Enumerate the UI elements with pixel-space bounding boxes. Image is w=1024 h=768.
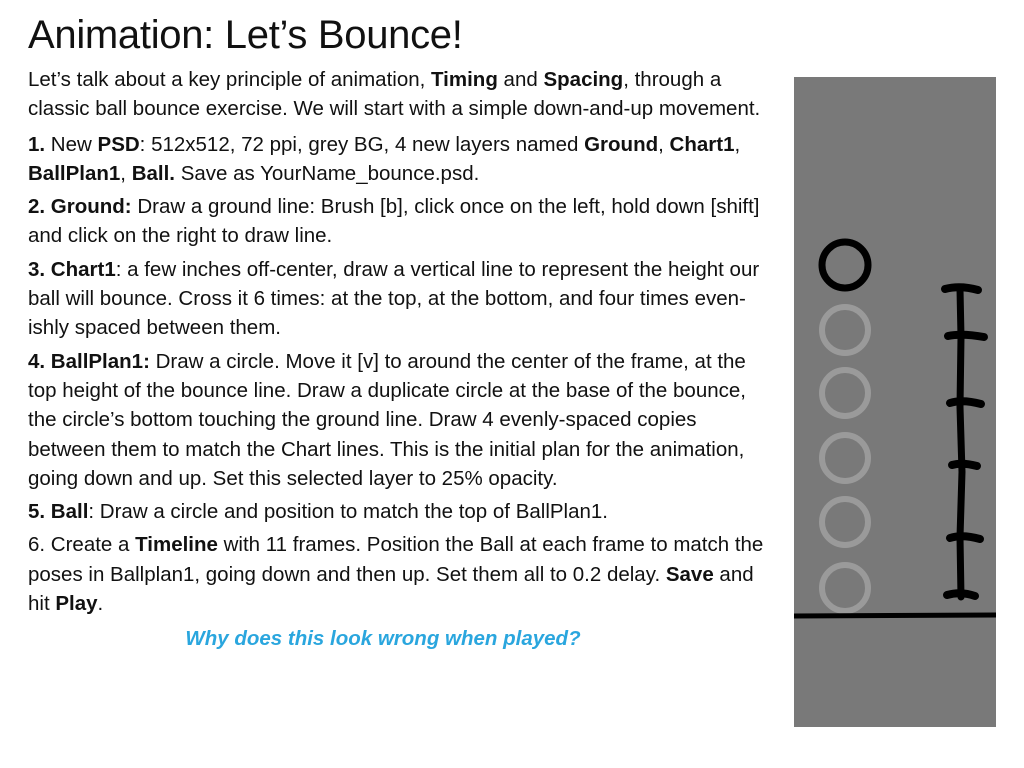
step-6-text-4: . [97, 592, 104, 616]
chart-tick-6 [947, 593, 975, 596]
step-1-new: New [45, 132, 98, 156]
step-6-text-2: with 11 frames. Position the Ball at each frame to match the poses in Ballplan1, going down and then up. Set them all to 0.2 delay. [28, 533, 764, 586]
ground-layer-name: Ground [584, 132, 659, 156]
ground-line [794, 615, 996, 616]
chart-tick-2 [948, 335, 984, 337]
intro-and: and [497, 68, 544, 91]
step-4-label: 4. BallPlan1: [28, 349, 150, 373]
save-term: Save [665, 562, 714, 586]
step-5-label: 5. Ball [28, 500, 89, 524]
ballplan-circle-2 [822, 370, 868, 416]
step-2-text: Draw a ground line: Brush [b], click once on the left, hold down [shift] and click on the right to draw line. [28, 195, 760, 248]
step-5-text: : Draw a circle and position to match the top of BallPlan1. [88, 500, 608, 524]
step-3-label: 3. Chart1 [28, 257, 116, 281]
spacing-term: Spacing [543, 68, 624, 91]
slide-title: Animation: Let’s Bounce! [28, 13, 463, 57]
step-1 [28, 130, 768, 189]
step-1-save: Save as YourName_bounce.psd. [175, 161, 480, 185]
intro-paragraph [28, 65, 768, 124]
intro-text-1: Let’s talk about a key principle of animation, [28, 68, 432, 91]
chart-tick-3 [950, 401, 981, 404]
step-2-label: 2. Ground: [28, 195, 132, 219]
play-term: Play [55, 592, 98, 616]
ballplan-circle-5 [822, 565, 868, 611]
comma-3: , [120, 161, 132, 185]
timing-term: Timing [431, 68, 498, 91]
bounce-illustration [794, 77, 996, 727]
bounce-drawing [794, 77, 996, 727]
step-4-text: Draw a circle. Move it [v] to around the center of the frame, at the top height of the bounce line. Draw a duplicate circle at the base of the bounce, the circle’s bottom touching the ground line. Draw 4 evenly-spaced copies between them to match the Chart lines. This is the initial plan for the animation, going down and up. Set this selected layer to 25% opacity. [28, 349, 746, 490]
chart1-layer-name: Chart1 [669, 132, 735, 156]
ballplan1-layer-name: BallPlan1 [28, 161, 121, 185]
step-6 [28, 530, 768, 618]
instructions-text [28, 65, 768, 658]
step-2 [28, 192, 768, 251]
timeline-term: Timeline [135, 533, 218, 557]
ballplan-circle-1 [822, 307, 868, 353]
comma-1: , [658, 132, 670, 156]
chart-tick-5 [950, 536, 980, 539]
step-3-text: : a few inches off-center, draw a vertical line to represent the height our ball will bounce. Cross it 6 times: at the top, at the bottom, and four times even-ishly spaced between them. [28, 257, 760, 340]
ballplan-circle-3 [822, 435, 868, 481]
step-6-text-1: 6. Create a [28, 533, 136, 557]
step-3 [28, 255, 768, 343]
step-1-number: 1. [28, 132, 46, 156]
ballplan-circle-4 [822, 499, 868, 545]
intro-text-2: , through a classic ball bounce exercise. We will start with a simple down-and-up movement. [28, 68, 761, 121]
chart-tick-4 [952, 464, 977, 466]
chart-tick-1 [945, 287, 978, 290]
step-6-text-3: and hit [28, 562, 754, 616]
ball-layer-name: Ball. [131, 161, 175, 185]
step-4 [28, 347, 768, 493]
comma-2: , [734, 132, 741, 156]
step-5 [28, 497, 768, 526]
question-text: Why does this look wrong when played? [185, 627, 581, 651]
ball-circle [822, 242, 868, 288]
psd-term: PSD [97, 132, 140, 156]
step-1-spec: : 512x512, 72 ppi, grey BG, 4 new layers named [139, 132, 585, 156]
